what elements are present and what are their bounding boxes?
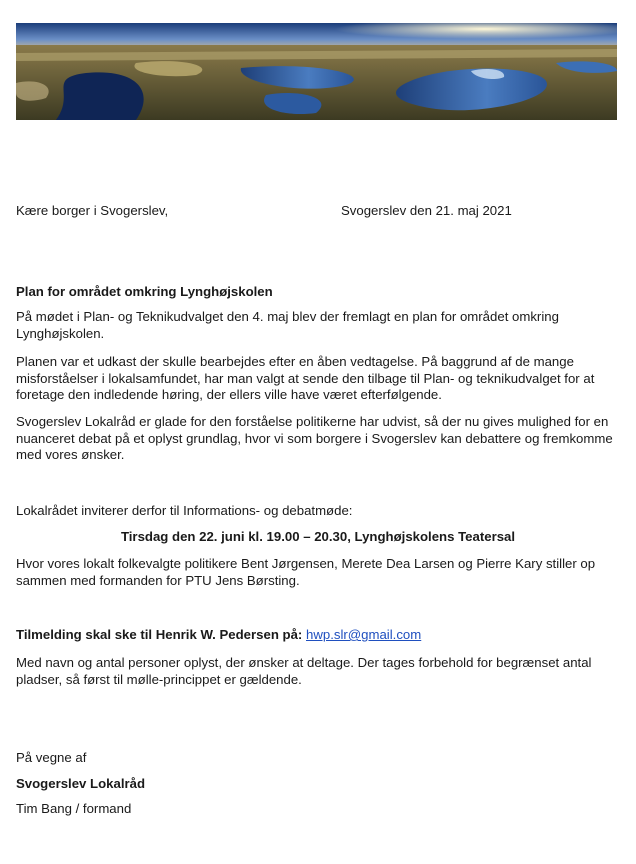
aerial-landscape-image: [16, 23, 617, 120]
signatory: Tim Bang / formand: [16, 801, 132, 816]
invitation-text: Lokalrådet inviterer derfor til Informations- og debatmøde:: [16, 503, 353, 518]
paragraph-3: Svogerslev Lokalråd er glade for den forståelse politikerne har udvist, så der nu gives mulighed for en nuanceret debat på et oplyst grundlag, hvor vi som borgere i Svogerslev kan debattere og fremkomme med vores ønsker.: [16, 414, 613, 463]
paragraph-2: Planen var et udkast der skulle bearbejdes efter en åben vedtagelse. På baggrund af de mange misforståelser i lokalsamfundet, har man valgt at sende den tilbage til Plan- og teknikudvalget for at foretage den indledende høring, der ellers ville have været efterfølgende.: [16, 354, 595, 403]
greeting: Kære borger i Svogerslev,: [16, 203, 169, 218]
registration-label: Tilmelding skal ske til Henrik W. Pedersen på:: [16, 627, 303, 642]
paragraph-1: På mødet i Plan- og Teknikudvalget den 4. maj blev der fremlagt en plan for området omkring Lynghøjskolen.: [16, 309, 559, 341]
registration-email-link[interactable]: hwp.slr@gmail.com: [306, 627, 422, 642]
registration-line: [16, 627, 620, 644]
registration-note: Med navn og antal personer oplyst, der ønsker at deltage. Der tages forbehold for begrænset antal pladser, så først til mølle-princippet er gældende.: [16, 655, 592, 687]
letter-heading: Plan for området omkring Lynghøjskolen: [16, 284, 273, 299]
closing-text: På vegne af: [16, 750, 87, 765]
event-details: Tirsdag den 22. juni kl. 19.00 – 20.30, Lynghøjskolens Teatersal: [120, 529, 516, 544]
banner-photo: [16, 23, 617, 120]
place-date: Svogerslev den 21. maj 2021: [341, 203, 512, 218]
organization-name: Svogerslev Lokalråd: [16, 776, 146, 791]
speakers-text: Hvor vores lokalt folkevalgte politikere Bent Jørgensen, Merete Dea Larsen og Pierre Kary stiller op sammen med formanden for PTU Jens Børsting.: [16, 556, 596, 588]
